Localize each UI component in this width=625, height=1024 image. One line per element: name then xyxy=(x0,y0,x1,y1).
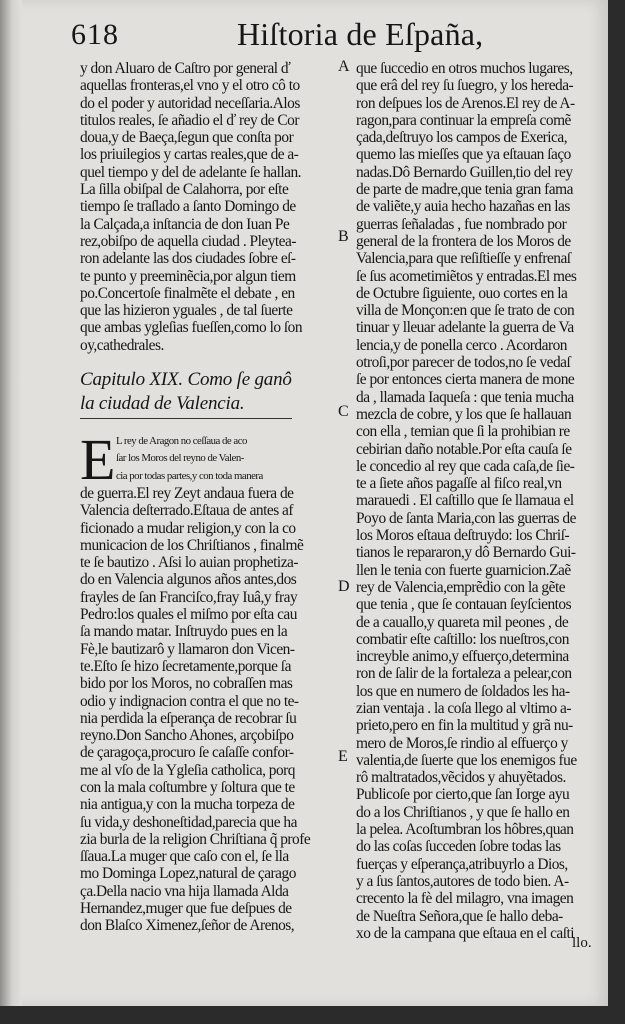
text-line: prieto,pero en fin la multitud y grã nu- xyxy=(356,717,573,735)
right-column-text xyxy=(356,60,602,942)
text-line: que ſuccedio en otros muchos lugares, xyxy=(356,60,573,77)
text-line: tiempo ſe traſlado a ſanto Domingo de xyxy=(80,198,296,216)
text-line: do en Valencia algunos años antes,dos xyxy=(80,571,297,589)
text-line: valentia,de ſuerte que los enemigos fue xyxy=(356,751,577,769)
text-line: y a ſus ſantos,autores de todo bien. A- xyxy=(356,872,569,890)
text-line: de guerra.El rey Zeyt andaua fuera de xyxy=(80,484,294,502)
text-line: bido por los Moros, no cobraſſen mas xyxy=(80,675,293,693)
text-line: rô maltratados,vẽcidos y ahuyẽtados. xyxy=(356,769,566,787)
text-line: que erâ del rey ſu ſuegro, y los hereda- xyxy=(356,77,574,95)
text-line: fuerças y eſperança,atribuyrlo a Dios, xyxy=(356,855,568,873)
text-line: rez,obiſpo de aquella ciudad . Pleytea- xyxy=(80,232,296,250)
text-line: da , llamada Iaqueſa : que tenia mucha xyxy=(356,388,574,406)
catchword: llo. xyxy=(572,935,592,951)
text-line: ça.Della nacio vna hija llamada Alda xyxy=(80,882,289,900)
text-line: la pelea. Acoſtumbran los hôbres,quan xyxy=(356,821,574,839)
text-line: le concedio al rey que cada caſa,de ſie- xyxy=(356,457,575,475)
text-line: tinuar y lleuar adelante la guerra de Va xyxy=(356,319,574,337)
text-line: ſar los Moros del reyno de Valen- xyxy=(116,452,244,465)
text-line: Poyo de ſanta Maria,con las guerras de xyxy=(356,509,576,527)
text-line: aquellas fronteras,el vno y el otro cô to xyxy=(80,77,300,95)
text-line: do las coſas ſucceden ſobre todas las xyxy=(356,838,561,856)
text-line: increyble animo,y eſfuerço,determina xyxy=(356,648,569,666)
text-line: crecento la fè del milagro, vna imagen xyxy=(356,890,574,908)
text-line: xo de la campana que eſtaua en el caſti xyxy=(356,924,575,942)
text-line: nia perdida la eſperança de recobrar ſu xyxy=(80,709,297,727)
chapter-text-block xyxy=(80,427,335,935)
text-line: don Blaſco Ximenez,ſeñor de Arenos, xyxy=(80,917,295,935)
text-line: ſe por entonces cierta manera de mone xyxy=(356,371,575,389)
text-line: po.Concertoſe finalmẽte el debate , en xyxy=(80,284,295,302)
text-line: La ſilla obiſpal de Calahorra, por eſte xyxy=(80,181,289,199)
text-line: Publicoſe por cierto,que ſan Iorge ayu xyxy=(356,786,570,804)
text-line: Valencia,para que reſiſtieſſe y enfrenaſ xyxy=(356,250,571,268)
text-line: que ambas ygleſias fueſſen,como lo ſon xyxy=(80,319,303,337)
text-line: guerras ſeñaladas , fue nombrado por xyxy=(356,215,567,233)
text-line: Hernandez,muger que fue deſpues de xyxy=(80,900,292,918)
text-line: llen le tenia con fuerte guarnicion.Zaẽ xyxy=(356,561,571,579)
text-line: Pedro:los quales el miſmo por eſta cau xyxy=(80,606,297,624)
text-line: cebirian daño notable.Por eſta cauſa ſe xyxy=(356,440,572,458)
text-line: de a cauallo,y quareta mil peones , de xyxy=(356,613,569,631)
text-line: los que en numero de ſoldados les ha- xyxy=(356,682,570,700)
text-line: çada,deſtruyo los campos de Exerica, xyxy=(356,129,568,147)
right-column xyxy=(356,60,602,942)
text-line: zian ventaja . la coſa llego al vltimo a- xyxy=(356,699,571,717)
margin-marker-e: E xyxy=(338,748,348,765)
chapter-heading-line: la ciudad de Valencia. xyxy=(80,393,245,415)
text-line: L rey de Aragon no ceſſaua de aco xyxy=(116,435,247,448)
text-line: con la mala coſtumbre y ſoltura que te xyxy=(80,778,295,796)
left-column-text-before xyxy=(80,60,335,354)
text-line: de Octubre ſiguiente, ouo cortes en la xyxy=(356,284,568,302)
text-line: te.Eſto ſe hizo ſecretamente,porque ſa xyxy=(80,657,291,675)
margin-marker-a: A xyxy=(338,58,350,75)
text-line: me al vſo de la Ygleſia catholica, porq xyxy=(80,761,295,779)
text-line: los priuilegios y cartas reales,que de a- xyxy=(80,146,299,164)
text-line: ficionado a mudar religion,y con la co xyxy=(80,519,296,537)
text-line: municacion de los Chriſtianos , finalmẽ xyxy=(80,536,304,554)
text-line: mero de Moros,ſe rindio al eſfuerço y xyxy=(356,734,568,752)
text-line: de Nueſtra Señora,que ſe hallo deba- xyxy=(356,907,563,925)
text-line: la Calçada,a inſtancia de don Iuan Pe xyxy=(80,215,290,233)
text-line: quel tiempo y del de adelante ſe hallan. xyxy=(80,163,302,181)
text-line: que tenia , que ſe contauan ſeyſcientos xyxy=(356,596,572,614)
text-line: con ella , temian que ſi la prohibian re xyxy=(356,423,570,441)
text-line: quemo las mieſſes que ya eſtauan ſaço xyxy=(356,146,571,164)
text-line: ſa mando matar. Inſtruydo pues en la xyxy=(80,623,288,641)
text-line: de parte de madre,que tenia gran fama xyxy=(356,181,573,199)
text-line: ron de ſalir de la fortaleza a pelear,con xyxy=(356,665,572,683)
text-line: doua,y de Baeça,ſegun que conſta por xyxy=(80,129,294,147)
spacer xyxy=(80,354,335,368)
text-line: tianos le repararon,y dô Bernardo Gui- xyxy=(356,544,576,562)
chapter-heading-line: Capitulo XIX. Como ſe ganô xyxy=(80,369,292,391)
text-line: te a ſiete años pagaſſe al fiſco real,vn xyxy=(356,475,562,493)
text-line: oy,cathedrales. xyxy=(80,336,164,354)
text-line: nia antigua,y con la mucha torpeza de xyxy=(80,796,295,814)
text-line: mo Dominga Lopez,natural de çarago xyxy=(80,865,296,883)
text-line: cia por todas partes,y con toda manera xyxy=(116,469,263,482)
text-line: ſu vida,y deshoneſtidad,parecia que ha xyxy=(80,813,297,831)
left-column-text-after xyxy=(80,427,335,935)
text-line: do el poder y autoridad neceſſaria.Alos xyxy=(80,94,300,112)
text-line: te ſe bautizo . Aſsi lo auian prophetiza- xyxy=(80,554,298,572)
text-line: ron adelante las dos ciudades ſobre eſ- xyxy=(80,250,296,268)
text-line: nadas.Dô Bernardo Guillen,tio del rey xyxy=(356,163,573,181)
text-line: ſſaua.La muger que caſo con el, ſe lla xyxy=(80,848,289,866)
text-line: ragon,para continuar la empreſa comẽ xyxy=(356,111,571,129)
text-line: otroſi,por parecer de todos,no ſe vedaſ xyxy=(356,354,571,372)
text-line: Valencia deſterrado.Eſtaua de antes af xyxy=(80,502,294,520)
margin-marker-d: D xyxy=(338,578,350,595)
text-line: frayles de ſan Franciſco,fray Iuâ,y fray xyxy=(80,588,298,606)
left-column xyxy=(80,60,335,935)
text-line: lencia,y de ponella cerco . Acordaron xyxy=(356,336,567,354)
text-line: los Moros eſtaua deſtruydo: los Chriſ- xyxy=(356,527,570,545)
text-line: reyno.Don Sancho Ahones, arçobiſpo xyxy=(80,727,294,745)
text-line: zia burla de la religion Chriſtiana q̃ profe xyxy=(80,830,311,848)
drop-cap: E xyxy=(80,427,116,493)
text-line: do a los Chriſtianos , y que ſe hallo en xyxy=(356,803,570,821)
text-line: ſe ſus acometimiẽtos y entradas.El mes xyxy=(356,267,577,285)
text-line: combatir eſte caſtillo: los nueſtros,con xyxy=(356,630,569,648)
margin-marker-b: B xyxy=(338,228,349,245)
text-line: odio y indignacion contra el que no te- xyxy=(80,692,299,710)
text-line: mezcla de cobre, y los que ſe hallauan xyxy=(356,405,572,423)
text-line: marauedi . El caſtillo que ſe llamaua el xyxy=(356,492,574,510)
text-line: que las hizieron yguales , de tal ſuerte xyxy=(80,302,293,320)
margin-marker-c: C xyxy=(338,403,349,420)
text-line: y don Aluaro de Caſtro por general ď xyxy=(80,60,291,77)
text-line: general de la frontera de los Moros de xyxy=(356,232,571,250)
binding-gutter xyxy=(0,0,22,1006)
text-line: te punto y preeminẽcia,por algun tiem xyxy=(80,267,296,285)
text-line: titulos reales, ſe añadio el ď rey de Cor xyxy=(80,111,299,129)
text-line: ron deſpues los de Arenos.El rey de A- xyxy=(356,94,575,112)
running-head: Hiſtoria de Eſpaña, xyxy=(237,16,484,52)
text-line: Fè,le bautizarô y llamaron don Vicen- xyxy=(80,640,295,658)
text-line: rey de Valencia,emprẽdio con la gẽte xyxy=(356,578,566,596)
heading-rule xyxy=(80,418,292,419)
text-line: villa de Monçon:en que ſe trato de con xyxy=(356,302,575,320)
text-line: de çaragoça,procuro ſe caſaſſe confor- xyxy=(80,744,294,762)
page-number: 618 xyxy=(71,18,119,51)
text-line: de valiẽte,y auia hecho hazañas en las xyxy=(356,198,570,216)
